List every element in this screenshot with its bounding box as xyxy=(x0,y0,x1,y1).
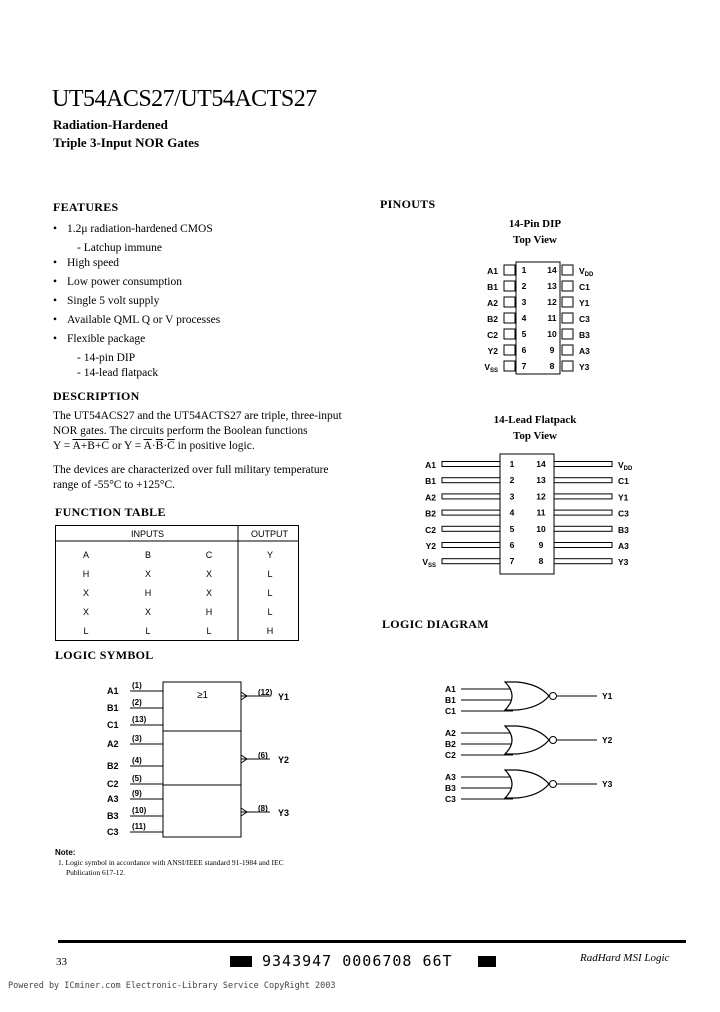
logic-symbol-input xyxy=(107,806,163,821)
logic-symbol-input xyxy=(107,756,163,771)
inversion-bubble-icon xyxy=(550,693,557,700)
svg-text:Y3: Y3 xyxy=(618,557,629,568)
description-heading: DESCRIPTION xyxy=(53,389,140,403)
logic-symbol-output xyxy=(241,751,289,765)
table-cell: H xyxy=(82,569,90,579)
svg-text:A1: A1 xyxy=(107,686,119,696)
svg-text:A3: A3 xyxy=(579,346,590,356)
dip-pin-left xyxy=(488,345,527,356)
svg-text:7: 7 xyxy=(509,556,515,567)
nor-gate-icon xyxy=(505,682,549,710)
svg-text:C3: C3 xyxy=(618,508,629,519)
function-table-grid xyxy=(55,525,299,641)
bullet-icon: • xyxy=(53,276,58,288)
column-header: B xyxy=(144,550,151,560)
svg-text:A2: A2 xyxy=(487,298,498,308)
svg-text:C1: C1 xyxy=(107,720,119,730)
logic-symbol-drawing xyxy=(100,672,300,842)
svg-text:14: 14 xyxy=(547,265,557,275)
dip-title: 14-Pin DIP xyxy=(508,218,562,230)
svg-text:11: 11 xyxy=(547,313,557,323)
dip-pin-right xyxy=(550,361,590,372)
svg-text:10: 10 xyxy=(536,523,546,534)
svg-text:VSS: $V_{SS}$ xyxy=(422,557,436,570)
svg-text:Y3: Y3 xyxy=(579,362,590,372)
description-line: range of -55°C to +125°C. xyxy=(53,479,176,491)
bullet-icon: • xyxy=(53,223,58,235)
svg-text:2: 2 xyxy=(521,281,527,291)
svg-text:C2: C2 xyxy=(107,779,119,789)
feature-item: • High speed xyxy=(53,257,120,269)
inversion-bubble-icon xyxy=(550,737,557,744)
inputs-group-header: INPUTS xyxy=(130,529,164,539)
logic-symbol-output xyxy=(241,804,289,818)
svg-text:A2: A2 xyxy=(107,739,119,749)
svg-text:A3: A3 xyxy=(618,541,629,551)
svg-text:Y1: Y1 xyxy=(618,492,629,503)
svg-text:B1: B1 xyxy=(487,282,498,292)
flatpack-pin-right xyxy=(537,508,630,519)
logic-symbol-heading: LOGIC SYMBOL xyxy=(55,648,154,662)
svg-text:Y3: Y3 xyxy=(278,808,290,818)
svg-text:(9): (9) xyxy=(132,789,142,798)
svg-text:B2: B2 xyxy=(425,508,436,519)
flatpack-pin-left xyxy=(425,491,515,502)
svg-text:(6): (6) xyxy=(258,751,268,760)
barcode-block-right xyxy=(478,956,496,967)
flatpack-pin-right xyxy=(536,475,629,486)
note-text: 1. Logic symbol in accordance with ANSI/IEEE standard 91-1984 and IEC Publication 617-12. xyxy=(58,858,284,877)
column-header: Y xyxy=(266,550,273,560)
dip-pin-left xyxy=(487,329,527,340)
table-cell: X xyxy=(144,607,151,617)
dip-pin-right xyxy=(547,281,590,292)
table-cell: L xyxy=(267,607,273,617)
svg-text:A3: A3 xyxy=(107,794,119,804)
flatpack-pin-left xyxy=(426,540,515,551)
flatpack-title: 14-Lead Flatpack xyxy=(493,414,577,426)
logic-symbol-input xyxy=(107,789,163,804)
svg-text:Y2: Y2 xyxy=(278,755,290,765)
output-group-header: OUTPUT xyxy=(251,529,288,539)
svg-text:A2: A2 xyxy=(445,728,456,738)
svg-text:Y3: Y3 xyxy=(602,779,613,789)
svg-text:7: 7 xyxy=(521,361,527,371)
svg-text:C3: C3 xyxy=(107,827,119,837)
logic-symbol-input xyxy=(107,715,163,730)
nor-gate xyxy=(445,726,613,760)
feature-item: - 14-lead flatpack xyxy=(77,367,159,379)
svg-text:VDD: $V_{DD}$ xyxy=(579,266,594,278)
subtitle-line-2: Triple 3-Input NOR Gates xyxy=(53,135,200,150)
table-cell: X xyxy=(82,588,89,598)
logic-symbol-input xyxy=(107,698,163,713)
svg-text:(1): (1) xyxy=(132,681,142,690)
flatpack-pin-right xyxy=(539,540,630,551)
features-heading: FEATURES xyxy=(53,200,119,214)
logic-symbol-input xyxy=(107,774,163,789)
table-cell: H xyxy=(266,626,274,636)
table-cell: H xyxy=(144,588,152,598)
table-cell: X xyxy=(82,607,89,617)
table-cell: H xyxy=(205,607,213,617)
svg-text:14: 14 xyxy=(536,459,546,469)
svg-text:Y1: Y1 xyxy=(278,692,290,702)
svg-text:(8): (8) xyxy=(258,804,268,813)
description-line: The UT54ACS27 and the UT54ACTS27 are triple, three-input xyxy=(53,410,342,422)
svg-text:C3: C3 xyxy=(445,794,456,804)
table-cell: X xyxy=(144,569,151,579)
boolean-function-line: Y = A+B+C or $Y = \overline{A}\cdot\overline{B}\cdot\overline{C}$ in positive logic. xyxy=(53,440,255,452)
nor-gate-icon xyxy=(505,726,549,754)
svg-text:12: 12 xyxy=(536,491,546,502)
flatpack-pin-left xyxy=(425,475,515,486)
svg-text:(3): (3) xyxy=(132,734,142,743)
svg-text:C1: C1 xyxy=(579,282,590,292)
svg-text:C1: C1 xyxy=(618,476,629,487)
svg-text:B1: B1 xyxy=(107,703,119,713)
svg-text:B3: B3 xyxy=(618,524,629,535)
svg-text:10: 10 xyxy=(547,329,557,339)
svg-text:11: 11 xyxy=(536,507,546,518)
flatpack-pin-left xyxy=(425,524,515,535)
svg-text:3: 3 xyxy=(521,297,527,307)
svg-text:5: 5 xyxy=(509,523,515,534)
table-cell: L xyxy=(83,626,89,636)
logic-symbol-input xyxy=(107,822,163,837)
dip-subtitle: Top View xyxy=(513,234,557,246)
dip-pin-right xyxy=(547,329,590,340)
description-line: The devices are characterized over full military temperature xyxy=(53,464,329,476)
svg-text:4: 4 xyxy=(509,507,515,518)
or-gate-qualifier: ≥1 xyxy=(197,690,209,701)
svg-text:C2: C2 xyxy=(425,524,436,535)
svg-text:B2: B2 xyxy=(445,739,456,749)
table-cell: L xyxy=(206,626,212,636)
svg-text:12: 12 xyxy=(547,297,557,307)
svg-text:A2: A2 xyxy=(425,492,436,503)
dip-pin-right xyxy=(550,345,591,356)
svg-text:13: 13 xyxy=(536,475,546,486)
table-cell: X xyxy=(205,569,212,579)
dip-pin-left xyxy=(487,313,527,324)
svg-text:A1: A1 xyxy=(445,684,456,694)
logic-symbol-input xyxy=(107,681,163,696)
svg-text:Y2: Y2 xyxy=(602,735,613,745)
feature-item: • Flexible package xyxy=(53,333,146,345)
barcode-block-left xyxy=(230,956,252,967)
bullet-icon: • xyxy=(53,295,58,307)
logic-symbol-block xyxy=(163,682,241,837)
page-number: 33 xyxy=(56,956,67,968)
svg-text:6: 6 xyxy=(521,345,527,355)
function-table xyxy=(55,525,299,641)
brand-text: RadHard MSI Logic xyxy=(580,952,670,964)
pinouts-heading: PINOUTS xyxy=(380,197,436,211)
svg-text:C1: C1 xyxy=(445,706,456,716)
svg-text:2: 2 xyxy=(509,475,515,486)
logic-symbol-output xyxy=(241,688,289,702)
bullet-icon: • xyxy=(53,333,58,345)
description-text xyxy=(53,409,373,493)
svg-text:A1: A1 xyxy=(487,266,498,276)
flatpack-package-diagram xyxy=(410,452,650,577)
svg-text:(5): (5) xyxy=(132,774,142,783)
svg-text:Y1: Y1 xyxy=(602,691,613,701)
table-cell: L xyxy=(267,569,273,579)
svg-text:(10): (10) xyxy=(132,806,147,815)
flatpack-pin-left xyxy=(422,556,514,569)
svg-text:C2: C2 xyxy=(445,750,456,760)
bullet-icon: • xyxy=(53,314,58,326)
flatpack-subtitle: Top View xyxy=(513,430,557,442)
dip-pin-right xyxy=(547,265,594,278)
flatpack-pin-left xyxy=(425,459,515,470)
nor-expression: A+B+C xyxy=(72,440,110,452)
svg-text:Y1: Y1 xyxy=(579,298,590,308)
svg-text:B3: B3 xyxy=(579,330,590,340)
dip-pin-left xyxy=(487,265,527,276)
svg-text:VDD: $V_{DD}$ xyxy=(618,460,633,472)
svg-text:8: 8 xyxy=(538,556,544,567)
svg-text:(2): (2) xyxy=(132,698,142,707)
logic-symbol-input xyxy=(107,734,163,749)
inversion-bubble-icon xyxy=(550,781,557,788)
table-cell: L xyxy=(267,588,273,598)
dip-pin-right xyxy=(547,297,589,308)
svg-text:(4): (4) xyxy=(132,756,142,765)
footer-rule xyxy=(58,940,686,943)
flatpack-pin-right xyxy=(536,459,633,472)
nor-gate-icon xyxy=(505,770,549,798)
svg-text:B3: B3 xyxy=(107,811,119,821)
flatpack-body xyxy=(500,454,554,574)
svg-text:VSS: $V_{SS}$ xyxy=(484,362,498,374)
nor-gate xyxy=(445,682,613,716)
svg-text:5: 5 xyxy=(521,329,527,339)
svg-text:9: 9 xyxy=(549,345,555,355)
dip-pin-left xyxy=(484,361,526,374)
feature-item: - 14-pin DIP xyxy=(77,352,136,364)
logic-diagram-heading: LOGIC DIAGRAM xyxy=(382,617,489,631)
svg-text:A1: A1 xyxy=(425,460,436,470)
page-title: UT54ACS27/UT54ACTS27 xyxy=(52,86,317,112)
features-list xyxy=(53,222,353,381)
svg-text:13: 13 xyxy=(547,281,557,291)
svg-text:B3: B3 xyxy=(445,783,456,793)
dip-pin-left xyxy=(487,281,527,292)
feature-item: • Available QML Q or V processes xyxy=(53,314,221,326)
barcode-number: 9343947 0006708 66T xyxy=(262,952,453,970)
function-table-heading: FUNCTION TABLE xyxy=(55,505,166,519)
svg-text:A3: A3 xyxy=(445,772,456,782)
svg-text:(13): (13) xyxy=(132,715,147,724)
feature-item: • Single 5 volt supply xyxy=(53,295,160,307)
svg-text:B2: B2 xyxy=(107,761,119,771)
svg-text:4: 4 xyxy=(521,313,527,323)
svg-text:Y2: Y2 xyxy=(425,541,436,551)
watermark-text: Powered by ICminer.com Electronic-Library Service CopyRight 2003 xyxy=(8,981,336,991)
flatpack-pin-right xyxy=(539,556,629,567)
dip-pin-right xyxy=(548,313,591,324)
table-cell: X xyxy=(205,588,212,598)
svg-text:8: 8 xyxy=(549,361,555,371)
flatpack-pin-left xyxy=(425,508,515,519)
nor-gate xyxy=(445,770,613,804)
table-cell: L xyxy=(145,626,151,636)
svg-text:B1: B1 xyxy=(425,476,436,487)
svg-text:9: 9 xyxy=(538,540,544,550)
column-header: C xyxy=(205,550,213,560)
svg-text:1: 1 xyxy=(521,265,527,275)
subtitle-line-1: Radiation-Hardened xyxy=(53,117,168,132)
column-header: A xyxy=(82,550,89,560)
feature-item: • 1.2μ radiation-hardened CMOS xyxy=(53,223,213,235)
note-heading: Note: xyxy=(55,848,76,857)
svg-text:(12): (12) xyxy=(258,688,273,697)
description-line: NOR gates. The circuits perform the Boolean functions xyxy=(53,425,308,437)
svg-text:B1: B1 xyxy=(445,695,456,705)
svg-text:C3: C3 xyxy=(579,314,590,324)
flatpack-pin-right xyxy=(536,524,629,535)
bullet-icon: • xyxy=(53,257,58,269)
svg-text:3: 3 xyxy=(509,491,515,502)
dip-pin-left xyxy=(487,297,527,308)
svg-text:Y2: Y2 xyxy=(487,346,498,356)
svg-text:C2: C2 xyxy=(487,330,498,340)
svg-text:6: 6 xyxy=(509,540,515,550)
svg-text:B2: B2 xyxy=(487,314,498,324)
svg-text:(11): (11) xyxy=(132,822,146,831)
feature-item: - Latchup immune xyxy=(77,242,162,254)
dip-package-diagram xyxy=(470,258,610,378)
logic-diagram-drawing xyxy=(435,672,635,812)
feature-item: • Low power consumption xyxy=(53,276,182,288)
flatpack-pin-right xyxy=(536,491,628,502)
svg-text:1: 1 xyxy=(509,459,515,469)
